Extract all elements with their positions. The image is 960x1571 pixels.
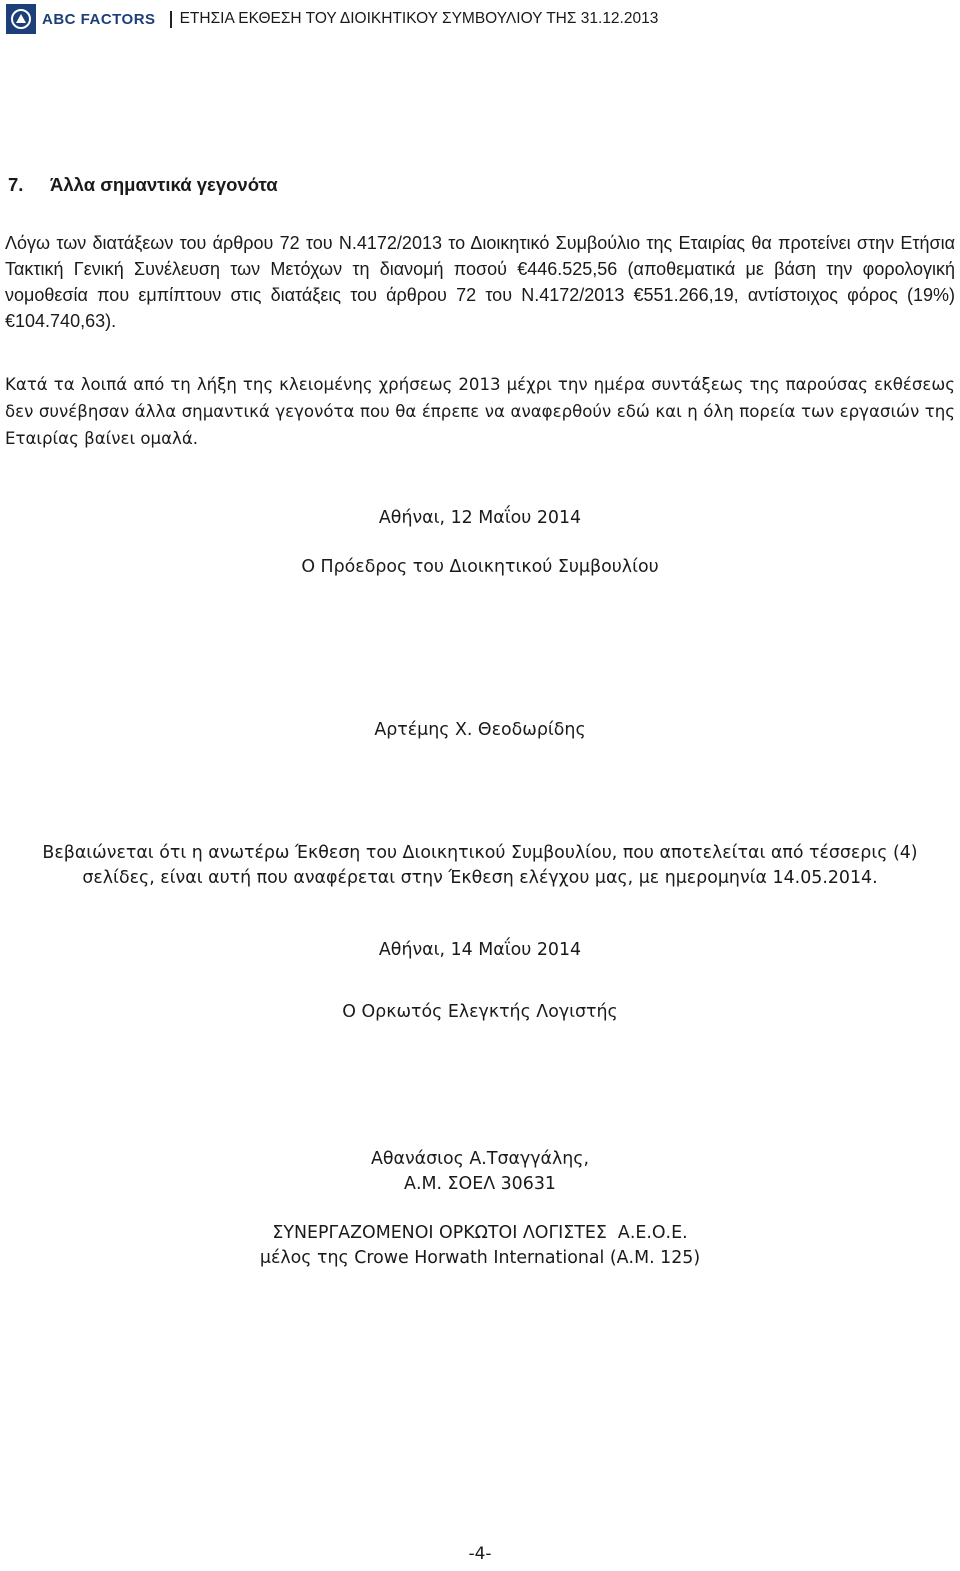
- board-chair-name: Αρτέμης Χ. Θεοδωρίδης: [374, 720, 586, 740]
- header-title: ΕΤΗΣΙΑ ΕΚΘΕΣΗ ΤΟΥ ΔΙΟΙΚΗΤΙΚΟΥ ΣΥΜΒΟΥΛΙΟΥ ΤΗΣ 31.12.2013: [179, 10, 659, 27]
- page-header: [6, 4, 658, 34]
- section-number: 7.: [8, 174, 24, 195]
- header-divider: [170, 11, 172, 28]
- certification-line-2: σελίδες, είναι αυτή που αναφέρεται στην Έκθεση ελέγχου μας, με ημερομηνία 14.05.2014.: [82, 868, 878, 888]
- audit-firm-membership: μέλος της Crowe Horwath International (Α.Μ. 125): [259, 1248, 701, 1268]
- logo-text: ABC FACTORS: [42, 10, 156, 28]
- abc-factors-logo-icon: [6, 4, 36, 34]
- certification-line-1: Βεβαιώνεται ότι η ανωτέρω Έκθεση του Διοικητικού Συμβουλίου, που αποτελείται από τέσσερις (4): [42, 843, 918, 863]
- auditor-role: Ο Ορκωτός Ελεγκτής Λογιστής: [342, 1002, 618, 1022]
- page-number: -4-: [468, 1544, 492, 1564]
- paragraph-events: Κατά τα λοιπά από τη λήξη της κλειομένης χρήσεως 2013 μέχρι την ημέρα συντάξεως της παρούσας εκθέσεως δεν συνέβησαν άλλα σημαντικά γεγονότα που θα έπρεπε να αναφερθούν εδώ και η όλη πορεία των εργασιών της Εταιρίας βαίνει ομαλά.: [5, 375, 955, 448]
- auditor-name: Αθανάσιος Α.Τσαγγάλης,: [370, 1149, 590, 1169]
- auditor-registry: Α.Μ. ΣΟΕΛ 30631: [404, 1174, 556, 1194]
- section-title: Άλλα σημαντικά γεγονότα: [50, 174, 278, 195]
- auditor-place-date: Αθήναι, 14 Μαΐου 2014: [378, 940, 582, 960]
- section-heading: [8, 174, 278, 196]
- paragraph-dividend: Λόγω των διατάξεων του άρθρου 72 του Ν.4172/2013 το Διοικητικό Συμβούλιο της Εταιρίας θα προτείνει στην Ετήσια Τακτική Γενική Συνέλευση των Μετόχων τη διανομή ποσού €446.525,56 (αποθεματικά με βάση την φορολογική νομοθεσία που εμπίπτουν στις διατάξεις του άρθρου 72 του Ν.4172/2013 €551.266,19, αντίστοιχος φόρος (19%) €104.740,63).: [5, 233, 955, 331]
- audit-firm: ΣΥΝΕΡΓΑΖΟΜΕΝΟΙ ΟΡΚΩΤΟΙ ΛΟΓΙΣΤΕΣ Α.Ε.Ο.Ε.: [272, 1223, 688, 1243]
- board-chair-role: Ο Πρόεδρος του Διοικητικού Συμβουλίου: [301, 557, 659, 577]
- board-place-date: Αθήναι, 12 Μαΐου 2014: [378, 508, 582, 528]
